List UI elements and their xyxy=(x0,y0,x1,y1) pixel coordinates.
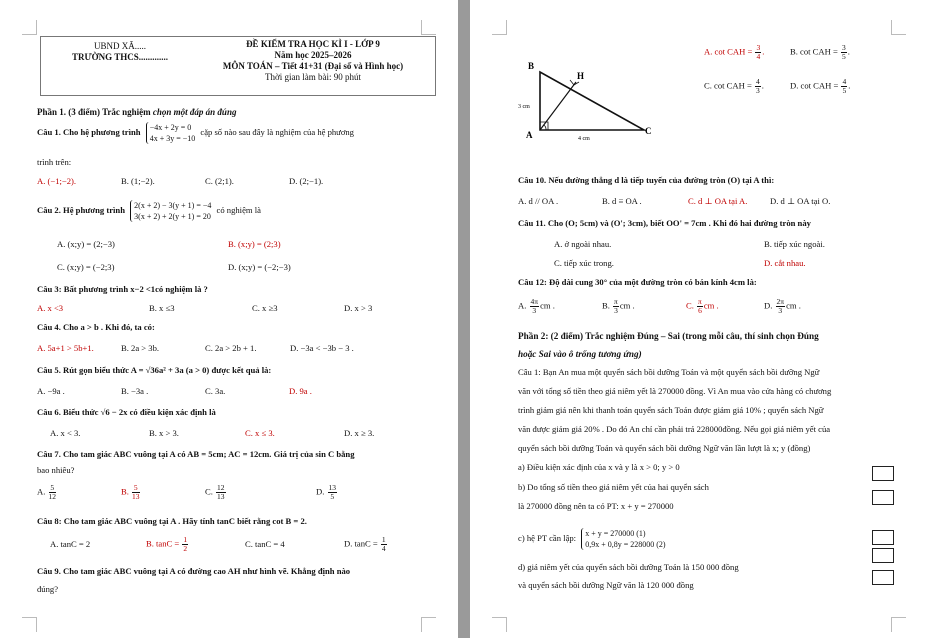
q6-text: Câu 6. Biểu thức √6 − 2x có điều kiện xác định là xyxy=(37,407,216,417)
q12-b-label: B. xyxy=(602,300,610,311)
q7-a-fraction xyxy=(49,484,57,501)
q9-b-end: . xyxy=(847,46,850,57)
q8-option-c[interactable]: C. tanC = 4 xyxy=(245,539,285,549)
q12-b-num: π xyxy=(614,297,618,306)
q2-option-b[interactable]: B. (x;y) = (2;3) xyxy=(228,239,281,249)
label-h: H xyxy=(577,71,585,81)
q12-a-label: A. xyxy=(518,300,527,311)
subject: MÔN TOÁN – Tiết 41+31 (Đại số và Hình học) xyxy=(222,61,404,71)
p2q1-l1: Câu 1: Bạn An mua một quyển sách bồi dưỡng Toán và một quyển sách bồi dưỡng Ngữ xyxy=(518,367,820,377)
q6-option-b[interactable]: B. x > 3. xyxy=(149,428,179,438)
q7-c-label: C. xyxy=(205,486,213,497)
crop-mark xyxy=(22,20,37,35)
q12-a-fraction xyxy=(530,298,540,315)
q4-option-b[interactable]: B. 2a > 3b. xyxy=(121,343,160,353)
q8-d-label: D. tanC = xyxy=(344,538,378,549)
q12-d-fraction xyxy=(776,298,786,315)
q1-text: Câu 1. Cho hệ phương trình xyxy=(37,126,141,137)
q8-b-fraction xyxy=(182,536,188,553)
answer-box-a[interactable] xyxy=(872,466,894,481)
p2q1-l5: quyển sách bồi dưỡng Toán và quyển sách bồi dưỡng Ngữ văn lần lượt là x; y (đồng) xyxy=(518,443,811,453)
q7-c-den: 13 xyxy=(217,492,225,501)
q12-option-d[interactable] xyxy=(764,298,801,315)
q9-b-fraction xyxy=(841,44,847,61)
q9-text2: đúng? xyxy=(37,584,59,594)
q7-b-fraction xyxy=(132,484,140,501)
q9-d-fraction xyxy=(841,78,847,95)
q7-b-den: 13 xyxy=(132,492,140,501)
q7-text2: bao nhiêu? xyxy=(37,465,75,475)
q12-c-num: π xyxy=(698,297,702,306)
p2q1-statement-b: b) Do tổng số tiền theo giá niêm yết của hai quyển sách xyxy=(518,482,709,492)
triangle-abc xyxy=(540,72,644,130)
q9-d-num: 4 xyxy=(842,77,847,86)
q7-option-b[interactable] xyxy=(121,484,141,501)
q5-option-b[interactable]: B. −3a . xyxy=(121,386,149,396)
q11-option-a[interactable]: A. ở ngoài nhau. xyxy=(554,239,612,249)
q2-option-a[interactable]: A. (x;y) = (2;−3) xyxy=(57,239,115,249)
p2q1-c-eq1: x + y = 270000 (1) xyxy=(585,529,646,538)
q12-c-label: C. xyxy=(686,300,694,311)
label-b: B xyxy=(528,61,535,71)
q8-b-den: 2 xyxy=(183,544,188,553)
q8-b-num: 1 xyxy=(183,535,188,544)
q3-option-a[interactable]: A. x <3 xyxy=(37,303,64,313)
q2-eq1: 2(x + 2) − 3(y + 1) = −4 xyxy=(134,201,212,210)
q9-a-num: 3 xyxy=(756,43,761,52)
q12-c-end: cm . xyxy=(703,300,719,311)
q7-b-label: B. xyxy=(121,486,129,497)
q1-tail: cặp số nào sau đây là nghiệm của hệ phương xyxy=(200,126,354,137)
q2-eq2: 3(x + 2) + 2(y + 1) = 20 xyxy=(134,212,211,221)
q7-d-num: 13 xyxy=(328,483,337,492)
school-year: Năm học 2025–2026 xyxy=(274,50,352,60)
q7-a-label: A. xyxy=(37,486,46,497)
q9-a-den: 4 xyxy=(756,52,761,61)
q9-a-fraction xyxy=(755,44,761,61)
label-ab-length: 3 cm xyxy=(518,104,530,110)
triangle-figure xyxy=(518,58,658,148)
q7-d-den: 5 xyxy=(330,492,335,501)
q6-option-a[interactable]: A. x < 3. xyxy=(50,428,81,438)
q3-option-b[interactable]: B. x ≤3 xyxy=(149,303,175,313)
q10-option-d[interactable]: D. d ⊥ OA tại O. xyxy=(770,196,831,206)
p2q1-statement-a: a) Điều kiện xác định của x và y là x > 0; y > 0 xyxy=(518,462,680,472)
q7-d-label: D. xyxy=(316,486,325,497)
q10-text: Câu 10. Nếu đường thẳng d là tiếp tuyến của đường tròn (O) tại A thì: xyxy=(518,175,775,185)
q12-option-c[interactable] xyxy=(686,298,719,315)
q12-a-end: cm . xyxy=(540,300,555,311)
q2-option-c[interactable]: C. (x;y) = (−2;3) xyxy=(57,262,115,272)
q7-text: Câu 7. Cho tam giác ABC vuông tại A có AB = 5cm; AC = 12cm. Giá trị của sin C bằng xyxy=(37,449,355,459)
q12-a-num: 4π xyxy=(530,297,539,306)
q11-option-c[interactable]: C. tiếp xúc trong. xyxy=(554,258,614,268)
q12-d-end: cm . xyxy=(786,300,801,311)
part2-title2: hoặc Sai vào ô trống tương ứng) xyxy=(518,349,642,359)
q8-text: Câu 8: Cho tam giác ABC vuông tại A . Hãy tính tanC biết rằng cot B = 2. xyxy=(37,516,307,526)
q8-b-label: B. tanC = xyxy=(146,538,180,549)
answer-box-b[interactable] xyxy=(872,490,894,505)
p2q1-line1 xyxy=(518,367,819,378)
crop-mark xyxy=(891,20,906,35)
q7-c-fraction xyxy=(216,484,226,501)
q8-d-fraction xyxy=(381,536,387,553)
q2-system xyxy=(130,200,211,222)
q1-option-b[interactable]: B. (1;−2). xyxy=(121,176,155,186)
q5-text: Câu 5. Rút gọn biểu thức A = √36a² + 3a (a > 0) được kết quả là: xyxy=(37,365,272,375)
q1-option-a[interactable]: A. (−1;−2). xyxy=(37,176,77,186)
q1-tail2: trình trên: xyxy=(37,157,72,167)
q10-option-b[interactable]: B. d ≡ OA . xyxy=(602,196,642,206)
page-2 xyxy=(470,0,928,638)
q9-c-den: 3 xyxy=(755,86,760,95)
q7-option-c[interactable] xyxy=(205,484,227,501)
q5-option-c[interactable]: C. 3a. xyxy=(205,386,226,396)
q12-c-den: 6 xyxy=(698,306,702,315)
q12-b-den: 3 xyxy=(614,306,618,315)
q9-d-end: . xyxy=(848,80,851,91)
q9-b-label: B. cot CAH = xyxy=(790,46,838,57)
q3-option-d[interactable]: D. x > 3 xyxy=(344,303,373,313)
part1-title-italic: chọn một đáp án đúng xyxy=(152,107,237,117)
crop-mark xyxy=(22,617,37,632)
q8-d-num: 1 xyxy=(381,535,386,544)
q7-c-num: 12 xyxy=(217,483,225,492)
crop-mark xyxy=(421,617,436,632)
q12-option-b[interactable] xyxy=(602,298,635,315)
q9-option-b[interactable] xyxy=(790,44,850,61)
q8-option-b[interactable] xyxy=(146,536,189,553)
answer-box-d[interactable] xyxy=(872,570,894,585)
q8-option-d[interactable] xyxy=(344,536,388,553)
q9-c-num: 4 xyxy=(755,77,760,86)
q9-d-den: 5 xyxy=(842,86,847,95)
q5-option-a[interactable]: A. −9a . xyxy=(37,386,65,396)
page-gap xyxy=(458,0,470,638)
p2q1-c-text: c) hệ PT cần lập: xyxy=(518,532,577,543)
q9-option-a[interactable] xyxy=(704,44,764,61)
p2q1-statement-c xyxy=(518,528,669,550)
q9-c-end: . xyxy=(761,80,764,91)
p2q1-l2: văn với tổng số tiền theo giá niêm yết là 270000 đồng. Vì An mua vào cửa hàng có chương xyxy=(518,386,832,396)
altitude-ah xyxy=(540,82,576,130)
q9-d-label: D. cot CAH = xyxy=(790,80,839,91)
q9-option-c[interactable] xyxy=(704,78,764,95)
q12-d-num: 2π xyxy=(776,297,785,306)
school-label: TRƯỜNG THCS............. xyxy=(71,52,168,62)
q3-option-c[interactable]: C. x ≥3 xyxy=(252,303,278,313)
q12-d-den: 3 xyxy=(778,306,783,315)
q7-a-den: 12 xyxy=(48,492,57,501)
q2-tail: có nghiệm là xyxy=(216,204,261,215)
q9-text: Câu 9. Cho tam giác ABC vuông tại A có đường cao AH như hình vẽ. Khẳng định nào xyxy=(37,566,351,576)
q7-d-fraction xyxy=(328,484,338,501)
q1-eq2: 4x + 3y = −10 xyxy=(149,134,196,143)
p2q1-l4: văn được giảm giá 20% . Do đó An chỉ cần phải trả 228000đồng. Nếu gọi giá niêm yết của xyxy=(518,424,831,434)
q9-c-fraction xyxy=(755,78,761,95)
q8-option-a[interactable]: A. tanC = 2 xyxy=(50,539,91,549)
ubnd-label: UBND XÃ..... xyxy=(93,41,146,51)
p2q1-statement-b2: là 270000 đồng nên ta có PT: x + y = 270000 xyxy=(518,501,674,511)
crop-mark xyxy=(492,20,507,35)
q9-b-den: 5 xyxy=(841,52,846,61)
q9-a-end: . xyxy=(762,46,765,57)
crop-mark xyxy=(421,20,436,35)
q1-option-c[interactable]: C. (2;1). xyxy=(205,176,234,186)
q12-b-end: cm . xyxy=(619,300,635,311)
duration: Thời gian làm bài: 90 phút xyxy=(265,72,361,82)
school-info xyxy=(45,41,195,63)
crop-mark xyxy=(492,617,507,632)
part2-title: Phần 2: (2 điểm) Trắc nghiệm Đúng – Sai (trong mỗi câu, thí sinh chọn Đúng xyxy=(518,331,819,341)
p2q1-statement-d: d) giá niêm yết của quyển sách bồi dưỡng Toán là 150 000 đồng xyxy=(518,562,739,572)
q6-option-c[interactable]: C. x ≤ 3. xyxy=(245,428,275,438)
label-c: C xyxy=(645,126,652,136)
question-1 xyxy=(37,122,354,144)
q9-b-num: 3 xyxy=(841,43,846,52)
q1-system xyxy=(146,122,196,144)
part1-title xyxy=(37,107,236,118)
q8-d-den: 4 xyxy=(381,544,386,553)
p2q1-c-eq2: 0,9x + 0,8y = 228000 (2) xyxy=(585,540,666,549)
q10-option-c[interactable]: C. d ⊥ OA tại A. xyxy=(688,196,748,206)
q7-option-d[interactable] xyxy=(316,484,338,501)
p2q1-c-system xyxy=(581,528,665,550)
q12-b-fraction xyxy=(613,298,619,315)
q9-option-d[interactable] xyxy=(790,78,850,95)
q12-d-label: D. xyxy=(764,300,773,311)
label-ac-length: 4 cm xyxy=(578,136,590,142)
q4-option-c[interactable]: C. 2a > 2b + 1. xyxy=(205,343,257,353)
q12-a-den: 3 xyxy=(532,306,537,315)
q12-c-fraction xyxy=(697,298,703,315)
q4-option-d[interactable]: D. −3a < −3b − 3 . xyxy=(290,343,354,353)
part1-title-bold: Phần 1. (3 điểm) Trắc nghiệm xyxy=(37,107,151,117)
q4-option-a[interactable]: A. 5a+1 > 5b+1. xyxy=(37,343,94,353)
exam-header xyxy=(40,36,436,96)
q12-text: Câu 12: Độ dài cung 30° của một đường tròn có bán kính 4cm là: xyxy=(518,277,757,287)
q7-b-num: 5 xyxy=(133,483,138,492)
q12-option-a[interactable] xyxy=(518,298,555,315)
page-1 xyxy=(0,0,458,638)
q10-option-a[interactable]: A. d // OA . xyxy=(518,196,559,206)
q7-a-num: 5 xyxy=(50,483,55,492)
q1-eq1: −4x + 2y = 0 xyxy=(149,123,192,132)
q9-c-label: C. cot CAH = xyxy=(704,80,752,91)
crop-mark xyxy=(891,617,906,632)
q11-option-b[interactable]: B. tiếp xúc ngoài. xyxy=(764,239,825,249)
q11-option-d[interactable]: D. cắt nhau. xyxy=(764,258,806,268)
answer-box-c2[interactable] xyxy=(872,548,894,563)
q6-option-d[interactable]: D. x ≥ 3. xyxy=(344,428,375,438)
q11-text: Câu 11. Cho (O; 5cm) và (O'; 3cm), biết OO' = 7cm . Khi đó hai đường tròn này xyxy=(518,218,811,228)
answer-box-c[interactable] xyxy=(872,530,894,545)
label-a: A xyxy=(526,130,533,140)
q1-option-d[interactable]: D. (2;−1). xyxy=(289,176,324,186)
q3-text: Câu 3: Bất phương trình x−2 <1có nghiệm là ? xyxy=(37,284,208,294)
question-2 xyxy=(37,200,261,222)
q5-option-d[interactable]: D. 9a . xyxy=(289,386,312,396)
p2q1-l3: trình giảm giá nên khi thanh toán quyển sách Toán được giảm giá 10% ; quyển sách Ngữ xyxy=(518,405,824,415)
q7-option-a[interactable] xyxy=(37,484,57,501)
q2-option-d[interactable]: D. (x;y) = (−2;−3) xyxy=(228,262,291,272)
exam-title xyxy=(191,39,435,83)
p2q1-statement-d2: và quyển sách bồi dưỡng Ngữ văn là 120 000 đồng xyxy=(518,580,694,590)
q4-text: Câu 4. Cho a > b . Khi đó, ta có: xyxy=(37,322,155,332)
exam-name: ĐỀ KIỂM TRA HỌC KÌ I - LỚP 9 xyxy=(246,39,380,49)
q2-text: Câu 2. Hệ phương trình xyxy=(37,204,125,215)
q9-a-label: A. cot CAH = xyxy=(704,46,753,57)
